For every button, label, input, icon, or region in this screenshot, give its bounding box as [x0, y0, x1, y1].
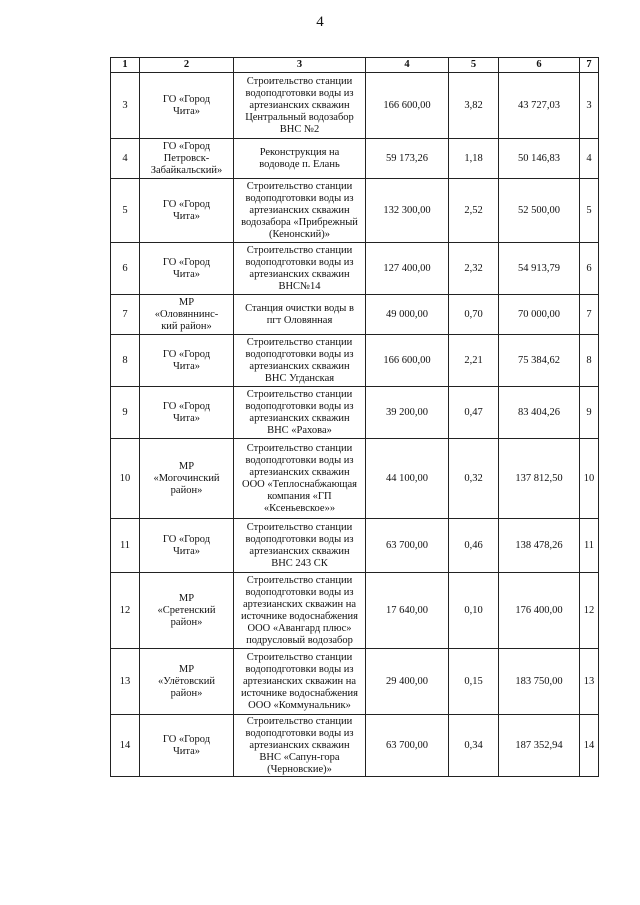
rank-cell: 5: [580, 179, 599, 243]
table-row: [111, 139, 599, 179]
header-cell: 4: [366, 58, 449, 73]
unit-cost-cell: 50 146,83: [499, 139, 580, 179]
cost-cell: 127 400,00: [366, 243, 449, 295]
row-number: 12: [111, 573, 140, 649]
unit-cost-cell: 187 352,94: [499, 715, 580, 777]
rank-cell: 10: [580, 439, 599, 519]
capacity-cell: 2,52: [449, 179, 499, 243]
row-number: 13: [111, 649, 140, 715]
municipality-cell: ГО «Город Чита»: [140, 243, 234, 295]
cost-cell: 166 600,00: [366, 335, 449, 387]
rank-cell: 11: [580, 519, 599, 573]
table-header-row: [111, 58, 599, 73]
table-row: [111, 243, 599, 295]
unit-cost-cell: 183 750,00: [499, 649, 580, 715]
project-cell: Строительство станции водоподготовки воды из артезианских скважин на источнике водоснабжения ООО «Авангард плюс» подрусловый водозабор: [234, 573, 366, 649]
cost-cell: 59 173,26: [366, 139, 449, 179]
header-cell: 7: [580, 58, 599, 73]
cost-cell: 63 700,00: [366, 519, 449, 573]
cost-cell: 166 600,00: [366, 73, 449, 139]
unit-cost-cell: 70 000,00: [499, 295, 580, 335]
rank-cell: 4: [580, 139, 599, 179]
capacity-cell: 0,10: [449, 573, 499, 649]
table-row: [111, 519, 599, 573]
row-number: 6: [111, 243, 140, 295]
project-cell: Строительство станции водоподготовки воды из артезианских скважин на источнике водоснабжения ООО «Коммунальник»: [234, 649, 366, 715]
project-cell: Строительство станции водоподготовки воды из артезианских скважин ВНС Угданская: [234, 335, 366, 387]
capacity-cell: 0,15: [449, 649, 499, 715]
row-number: 7: [111, 295, 140, 335]
municipality-cell: МР «Оловяннинс- кий район»: [140, 295, 234, 335]
data-table: [110, 57, 599, 777]
municipality-cell: ГО «Город Чита»: [140, 519, 234, 573]
unit-cost-cell: 137 812,50: [499, 439, 580, 519]
header-cell: 1: [111, 58, 140, 73]
table-row: [111, 649, 599, 715]
header-cell: 2: [140, 58, 234, 73]
row-number: 11: [111, 519, 140, 573]
project-cell: Строительство станции водоподготовки воды из артезианских скважин ВНС№14: [234, 243, 366, 295]
cost-cell: 63 700,00: [366, 715, 449, 777]
unit-cost-cell: 138 478,26: [499, 519, 580, 573]
project-cell: Строительство станции водоподготовки воды из артезианских скважин Центральный водозабор ВНС №2: [234, 73, 366, 139]
capacity-cell: 3,82: [449, 73, 499, 139]
rank-cell: 6: [580, 243, 599, 295]
municipality-cell: ГО «Город Чита»: [140, 179, 234, 243]
project-cell: Строительство станции водоподготовки воды из артезианских скважин ВНС «Рахова»: [234, 387, 366, 439]
table-row: [111, 335, 599, 387]
row-number: 8: [111, 335, 140, 387]
table-row: [111, 439, 599, 519]
municipality-cell: МР «Сретенский район»: [140, 573, 234, 649]
table-row: [111, 573, 599, 649]
project-cell: Строительство станции водоподготовки воды из артезианских скважин водозабора «Прибрежный (Кенонский)»: [234, 179, 366, 243]
rank-cell: 3: [580, 73, 599, 139]
project-cell: Реконструкция на водоводе п. Елань: [234, 139, 366, 179]
unit-cost-cell: 54 913,79: [499, 243, 580, 295]
row-number: 5: [111, 179, 140, 243]
header-cell: 5: [449, 58, 499, 73]
table-row: [111, 295, 599, 335]
cost-cell: 29 400,00: [366, 649, 449, 715]
municipality-cell: ГО «Город Петровск- Забайкальский»: [140, 139, 234, 179]
municipality-cell: МР «Улётовский район»: [140, 649, 234, 715]
page-number: 4: [316, 14, 324, 30]
capacity-cell: 2,32: [449, 243, 499, 295]
project-cell: Строительство станции водоподготовки воды из артезианских скважин ВНС «Сапун-гора (Черновские)»: [234, 715, 366, 777]
table-row: [111, 387, 599, 439]
rank-cell: 8: [580, 335, 599, 387]
table-row: [111, 715, 599, 777]
header-cell: 3: [234, 58, 366, 73]
capacity-cell: 2,21: [449, 335, 499, 387]
capacity-cell: 0,32: [449, 439, 499, 519]
row-number: 10: [111, 439, 140, 519]
project-cell: Строительство станции водоподготовки воды из артезианских скважин ВНС 243 СК: [234, 519, 366, 573]
row-number: 14: [111, 715, 140, 777]
rank-cell: 12: [580, 573, 599, 649]
municipality-cell: МР «Могочинский район»: [140, 439, 234, 519]
table-row: [111, 179, 599, 243]
unit-cost-cell: 52 500,00: [499, 179, 580, 243]
unit-cost-cell: 43 727,03: [499, 73, 580, 139]
table-row: [111, 73, 599, 139]
cost-cell: 49 000,00: [366, 295, 449, 335]
capacity-cell: 0,34: [449, 715, 499, 777]
unit-cost-cell: 75 384,62: [499, 335, 580, 387]
municipality-cell: ГО «Город Чита»: [140, 715, 234, 777]
rank-cell: 7: [580, 295, 599, 335]
cost-cell: 39 200,00: [366, 387, 449, 439]
capacity-cell: 0,70: [449, 295, 499, 335]
municipality-cell: ГО «Город Чита»: [140, 73, 234, 139]
row-number: 4: [111, 139, 140, 179]
project-cell: Строительство станции водоподготовки воды из артезианских скважин ООО «Теплоснабжающая компания «ГП «Ксеньевское»»: [234, 439, 366, 519]
unit-cost-cell: 83 404,26: [499, 387, 580, 439]
capacity-cell: 0,46: [449, 519, 499, 573]
row-number: 3: [111, 73, 140, 139]
project-cell: Станция очистки воды в пгт Оловянная: [234, 295, 366, 335]
header-cell: 6: [499, 58, 580, 73]
rank-cell: 14: [580, 715, 599, 777]
municipality-cell: ГО «Город Чита»: [140, 387, 234, 439]
cost-cell: 44 100,00: [366, 439, 449, 519]
row-number: 9: [111, 387, 140, 439]
municipality-cell: ГО «Город Чита»: [140, 335, 234, 387]
cost-cell: 17 640,00: [366, 573, 449, 649]
capacity-cell: 0,47: [449, 387, 499, 439]
unit-cost-cell: 176 400,00: [499, 573, 580, 649]
rank-cell: 13: [580, 649, 599, 715]
capacity-cell: 1,18: [449, 139, 499, 179]
rank-cell: 9: [580, 387, 599, 439]
cost-cell: 132 300,00: [366, 179, 449, 243]
